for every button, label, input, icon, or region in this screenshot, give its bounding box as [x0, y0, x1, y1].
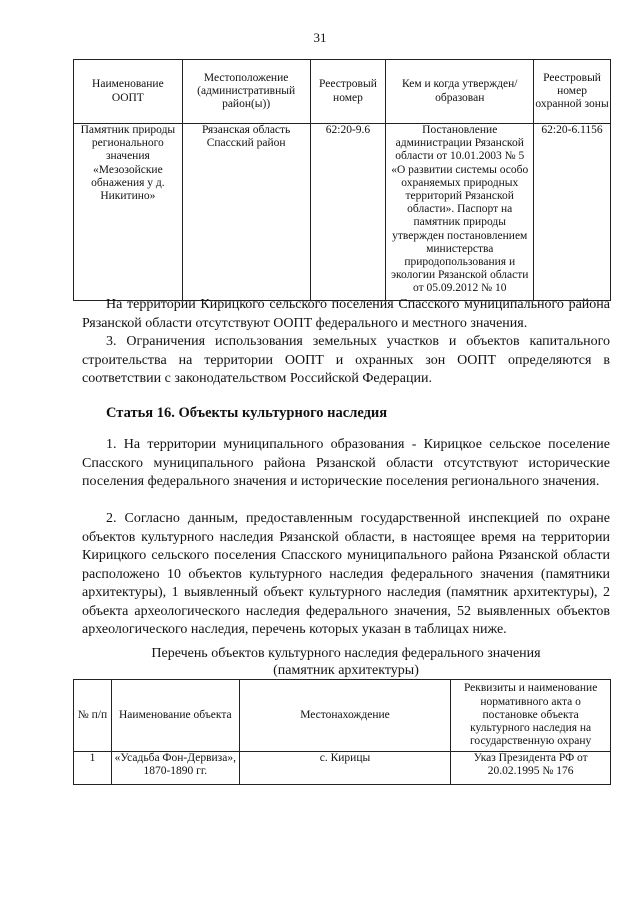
table-caption-sub: (памятник архитектуры) — [273, 663, 419, 678]
paragraph-heritage-objects: 2. Согласно данным, предоставленным государственной инспекцией по охране объектов культурного наследия Рязанской области, в настоящее время на территории Кирицкого сельского поселения Спасского муниципального района Рязанской области расположено 10 объектов культурного наследия федерального значения (памятники архитектуры), 1 выявленный объект культурного наследия (памятник архитектуры), 2 объекта археологического наследия федерального значения, 52 выявленных объектов археологического наследия, перечень которых указан в таблицах ниже. — [82, 511, 610, 637]
column-header: Наименование объекта — [111, 680, 239, 752]
oopt-name-cell: Памятник природы регионального значения «Мезозойские обнажения у д. Никитино» — [74, 124, 183, 301]
column-header: Местоположение (административный район(ы)) — [182, 60, 310, 124]
column-header: № п/п — [74, 680, 112, 752]
page-number: 31 — [313, 30, 327, 45]
paragraph-restrictions: 3. Ограничения использования земельных участков и объектов капитального строительства на территории ООПТ и охранных зон ООПТ определяются в соответствии с законодательством Российской Федерации. — [82, 334, 610, 386]
column-header: Кем и когда утвержден/ образован — [386, 60, 534, 124]
oopt-approved-cell: Постановление администрации Рязанской области от 10.01.2003 № 5 «О развитии системы особо охраняемых природных территорий Рязанской области». Паспорт на памятник природы утвержден постановлением министерства природопользования и экологии Рязанской области от 05.09.2012 № 10 — [386, 124, 534, 301]
article-heading: Статья 16. Объекты культурного наследия — [106, 405, 388, 421]
column-header: Реестровый номер — [310, 60, 386, 124]
row-number-cell: 1 — [74, 752, 112, 785]
oopt-location-cell: Рязанская область Спасский район — [182, 124, 310, 301]
column-header: Местонахождение — [239, 680, 451, 752]
object-name-cell: «Усадьба Фон-Дервиза», 1870-1890 гг. — [111, 752, 239, 785]
column-header: Реквизиты и наименование нормативного акта о постановке объекта культурного наследия на государственную охрану — [451, 680, 611, 752]
object-location-cell: с. Кирицы — [239, 752, 451, 785]
table-caption: Перечень объектов культурного наследия федерального значения — [151, 646, 541, 661]
table-header-row — [74, 680, 611, 752]
oopt-zone-cell: 62:20-6.1156 — [534, 124, 611, 301]
heritage-table — [73, 679, 611, 785]
paragraph-oopt-absent: На территории Кирицкого сельского поселения Спасского муниципального района Рязанской области отсутствуют ООПТ федерального и местного значения. — [82, 297, 610, 331]
table-row — [74, 124, 611, 301]
oopt-table — [73, 59, 611, 301]
table-row — [74, 752, 611, 785]
column-header: Наименование ООПТ — [74, 60, 183, 124]
table-header-row — [74, 60, 611, 124]
object-act-cell: Указ Президента РФ от 20.02.1995 № 176 — [451, 752, 611, 785]
paragraph-historic-settlements: 1. На территории муниципального образования - Кирицкое сельское поселение Спасского муниципального района Рязанской области отсутствуют исторические поселения федерального значения и исторические поселения регионального значения. — [82, 437, 610, 489]
column-header: Реестровый номер охранной зоны — [534, 60, 611, 124]
oopt-registry-cell: 62:20-9.6 — [310, 124, 386, 301]
